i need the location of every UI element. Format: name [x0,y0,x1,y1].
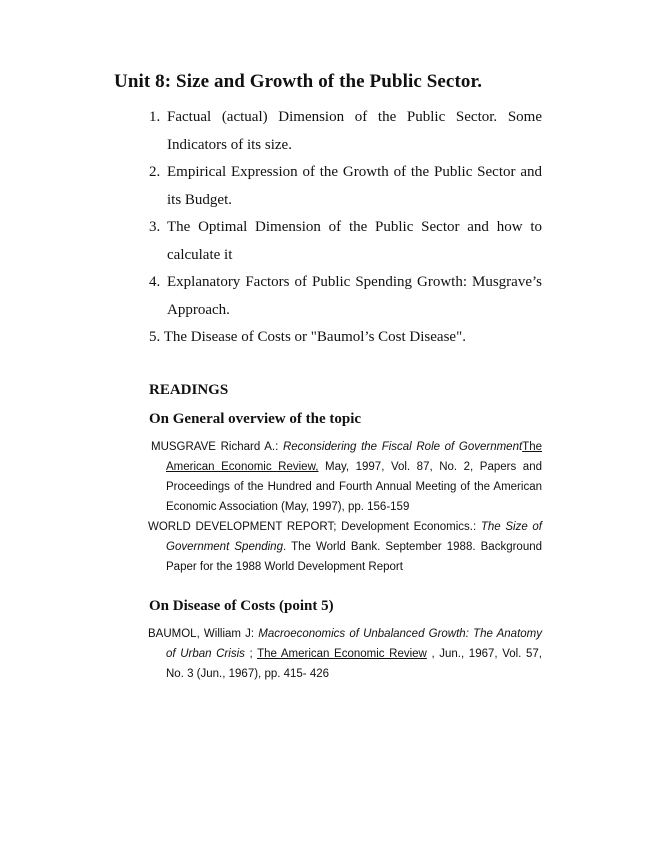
list-item-number: 1. [149,109,161,125]
reference-separator: ; [244,648,258,660]
list-item-number: 5. [149,329,161,345]
section-heading-general: On General overview of the topic [149,411,362,427]
reference-list-disease [148,624,542,684]
list-item [149,269,542,324]
list-item [149,104,542,159]
list-item [149,214,542,269]
reference-title: Macroeconomics of Unbalanced Growth: The Anatomy of Urban Crisis [166,628,542,660]
reference-musgrave [148,437,542,517]
reference-journal: The American Economic Review, [166,441,542,473]
reference-baumol [148,624,542,684]
list-item-text: The Disease of Costs or "Baumol’s Cost Disease". [163,329,466,345]
list-item [149,324,542,352]
section-heading-disease: On Disease of Costs (point 5) [149,598,334,614]
list-item-number: 2. [149,164,161,180]
page-title: Unit 8: Size and Growth of the Public Sector. [114,71,483,92]
list-item [149,159,542,214]
reference-details: , Jun., 1967, Vol. 57, No. 3 (Jun., 1967), pp. 415- 426 [166,648,542,680]
list-item-text: Factual (actual) Dimension of the Public Sector. Some Indicators of its size. [167,109,542,153]
reference-list-general [148,437,542,577]
list-item-number: 3. [149,219,161,235]
reference-author: WORLD DEVELOPMENT REPORT; Development Economics.: [148,521,481,533]
list-item-number: 4. [149,274,161,290]
topic-list [149,104,542,352]
list-item-text: Explanatory Factors of Public Spending Growth: Musgrave’s Approach. [167,274,542,318]
reference-author: BAUMOL, William J: [148,628,259,640]
reference-journal: The American Economic Review [257,648,427,660]
reference-title: The Size of Government Spending [166,521,542,553]
list-item-text: The Optimal Dimension of the Public Sector and how to calculate it [167,219,542,263]
readings-heading: READINGS [149,382,229,398]
reference-title: Reconsidering the Fiscal Role of Government [282,441,523,453]
reference-details: . The World Bank. September 1988. Background Paper for the 1988 World Development Report [166,541,543,573]
list-item-text: Empirical Expression of the Growth of the Public Sector and its Budget. [167,164,542,208]
reference-wdr [148,517,542,577]
reference-details: May, 1997, Vol. 87, No. 2, Papers and Proceedings of the Hundred and Fourth Annual Meeting of the American Economic Association (May, 1997), pp. 156-159 [166,461,542,513]
reference-author: MUSGRAVE Richard A.: [151,441,283,453]
